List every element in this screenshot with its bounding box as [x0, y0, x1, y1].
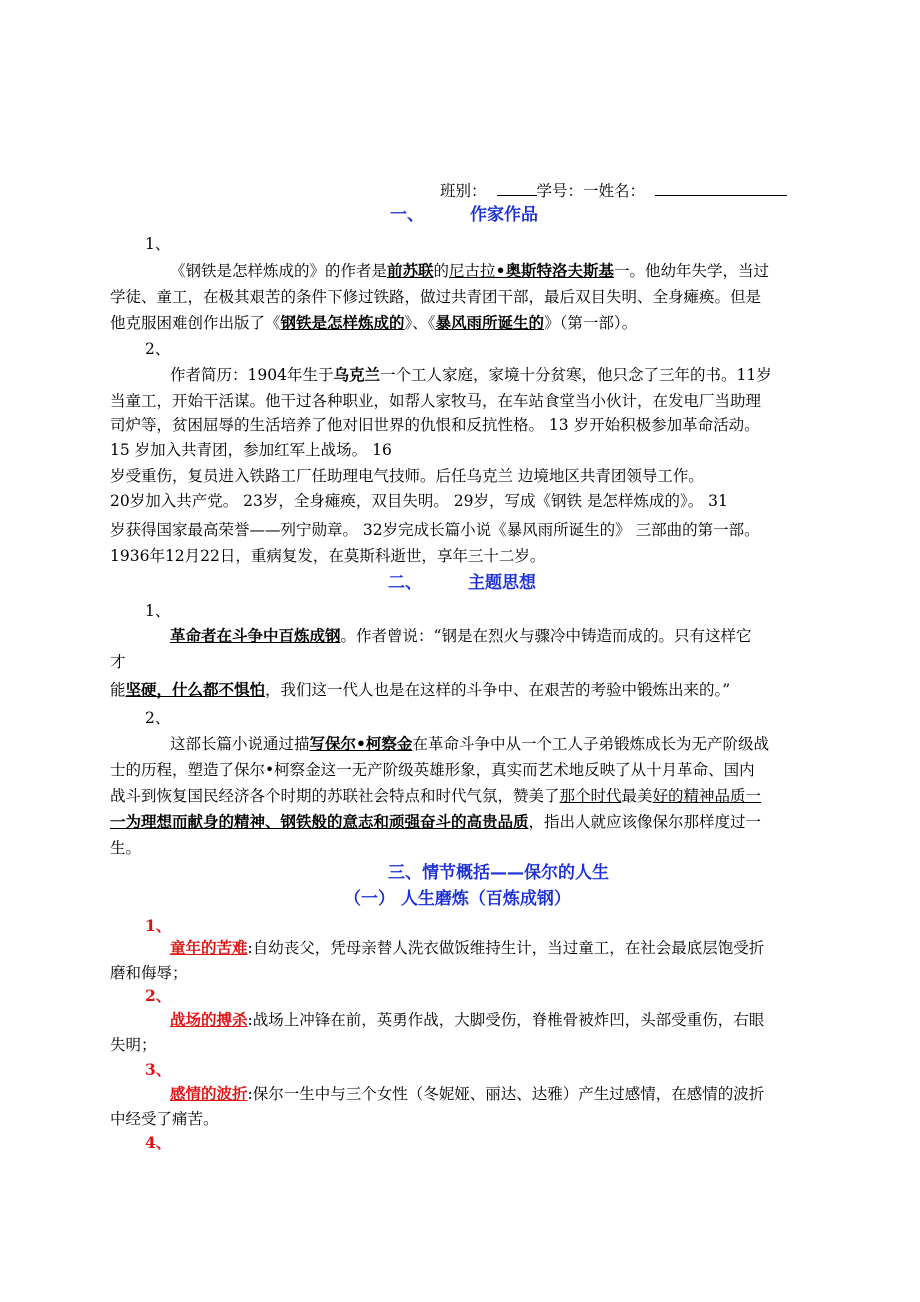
s1-item2-line1: [170, 364, 772, 386]
s1-item2-line2: 当童工，开始干活谋。他干过各种职业，如帮人家牧马，在车站食堂当小伙计，在发电厂当助理: [110, 392, 762, 410]
text: 这部长篇小说通过描: [170, 735, 310, 753]
text: :战场上冲锋在前，英勇作战，大脚受伤，脊椎骨被炸凹，头部受重伤，右眼: [247, 1011, 765, 1029]
book-title-1: 钢铁是怎样炼成的: [280, 313, 405, 332]
s1-item2-line8: 1936年12月22日，重病复发，在莫斯科逝世，享年三十二岁。: [110, 547, 546, 565]
text: 。作者曾说：“钢是在烈火与骤冷中铸造而成的。只有这样它: [340, 627, 752, 645]
s3-item1-label: 童年的苦难: [170, 938, 248, 957]
s1-item2-num: 2、: [145, 340, 171, 358]
s1-item1-line2: 学徒、童工，在极其艰苦的条件下修过铁路，做过共青团干部，最后双目失明、全身瘫痪。但是: [110, 288, 762, 306]
quality-highlight: 好的精神品质一: [652, 787, 762, 805]
s3-item3-line2: 中经受了痛苦。: [110, 1110, 219, 1128]
s1-item2-line5: 岁受重伤，复员进入铁路工厂任助理电气技师。后任乌克兰 边境地区共青团领导工作。: [110, 467, 704, 485]
section-2-heading: [388, 572, 536, 594]
student-info-line: [440, 180, 787, 202]
s2-item1-line3: [110, 679, 730, 701]
s3-item4-num: 4、: [145, 1133, 172, 1152]
theme-highlight: 革命者在斗争中百炼成钢: [170, 626, 341, 645]
section-2-num: 二、: [388, 573, 422, 593]
s1-item2-line7: 岁获得国家最高荣誉——列宁勋章。 32岁完成长篇小说《暴风雨所诞生的》 三部曲的第一部。: [110, 521, 760, 539]
s2-item2-line2: 士的历程，塑造了保尔•柯察金这一无产阶级英雄形象，真实而艺术地反映了从十月革命、国内: [110, 761, 755, 779]
book-title-2: 暴风雨所诞生的: [435, 313, 545, 332]
s2-item1-line2: 才: [110, 653, 126, 671]
s2-item1-num: 1、: [145, 602, 171, 620]
s3-item3-num: 3、: [145, 1060, 172, 1079]
s3-item1-num: 1、: [145, 916, 172, 935]
name-blank[interactable]: [655, 181, 787, 196]
s2-item2-line3: [110, 785, 761, 807]
s1-item1-num: 1、: [145, 235, 171, 253]
text: 能: [110, 681, 126, 699]
s2-item1-line1: [170, 625, 751, 647]
hero-name: 写保尔•柯察金: [309, 734, 413, 753]
section-1-title: 作家作品: [470, 205, 538, 225]
s3-item3-label: 感情的波折: [170, 1084, 248, 1103]
s3-item3-line1: [170, 1083, 764, 1105]
text: 战斗到恢复国民经济各个时期的苏联社会特点和时代气氛，赞美了: [110, 787, 560, 805]
s1-item2-line3: 司炉等，贫困屈辱的生活培养了他对旧世界的仇恨和反抗性格。 13 岁开始积极参加革命活动。: [110, 416, 760, 434]
text: 作者简历：1904年生于: [170, 366, 334, 384]
s1-item1-line1: [170, 260, 769, 282]
s3-item2-num: 2、: [145, 986, 172, 1005]
text: ，指出人就应该像保尔那样度过一: [528, 813, 762, 831]
s3-item1-line1: [170, 937, 764, 959]
author-name-a: 尼古拉: [449, 262, 496, 280]
spirit-highlight: 一为理想而献身的精神、钢铁般的意志和顽强奋斗的高贵品质: [110, 812, 529, 831]
text: 一个工人家庭，家境十分贫寒，他只念了三年的书。11岁: [379, 366, 772, 384]
section-3-subheading: （一） 人生磨炼（百炼成钢）: [344, 889, 571, 909]
text: 一。他幼年失学，当过: [613, 262, 769, 280]
class-label: 班别：: [440, 182, 487, 200]
country-highlight: 前苏联: [387, 261, 434, 280]
text: 的: [433, 262, 450, 280]
author-name-b: •奥斯特洛夫斯基: [495, 261, 614, 280]
s3-item2-label: 战场的搏杀: [170, 1010, 248, 1029]
text: 在革命斗争中从一个工人子弟锻炼成长为无产阶级战: [412, 735, 769, 753]
birthplace: 乌克兰: [333, 365, 380, 384]
text: :保尔一生中与三个女性（冬妮娅、丽达、达雅）产生过感情，在感情的波折: [247, 1085, 765, 1103]
section-1-num: 一、: [390, 205, 424, 225]
s3-item1-line2: 磨和侮辱；: [110, 964, 188, 982]
text: 他克服困难创作出版了《: [110, 314, 281, 332]
section-2-title: 主题思想: [468, 573, 536, 593]
s2-item2-num: 2、: [145, 709, 171, 727]
text: 》、《: [404, 314, 436, 332]
text: 》（第一部）。: [544, 314, 638, 332]
s1-item2-line4: 15 岁加入共青团，参加红军上战场。 16: [110, 441, 392, 459]
text: 《钢铁是怎样炼成的》的作者是: [170, 262, 388, 280]
era-highlight: 那个时代: [559, 787, 622, 805]
text: 最美: [621, 787, 653, 805]
number-name-label: 学号：一姓名：: [536, 182, 646, 200]
s3-item2-line1: [170, 1009, 764, 1031]
quote-highlight: 坚硬，什么都不惧怕: [125, 680, 266, 699]
section-1-heading: [390, 204, 538, 226]
text: ，我们这一代人也是在这样的斗争中、在艰苦的考验中锻炼出来的。”: [265, 681, 731, 699]
text: :自幼丧父，凭母亲替人洗衣做饭维持生计，当过童工，在社会最底层饱受折: [247, 939, 765, 957]
s2-item2-line1: [170, 733, 769, 755]
s2-item2-line5: 生。: [110, 839, 142, 857]
section-3-heading: 三、情节概括——保尔的人生: [388, 863, 609, 883]
s2-item2-line4: [110, 811, 761, 833]
class-blank[interactable]: [497, 181, 537, 196]
s1-item2-line6: 20岁加入共产党。 23岁，全身瘫痪，双目失明。 29岁，写成《钢铁 是怎样炼成的》。 31: [110, 492, 728, 510]
s3-item2-line2: 失明；: [110, 1036, 157, 1054]
s1-item1-line3: [110, 312, 637, 334]
